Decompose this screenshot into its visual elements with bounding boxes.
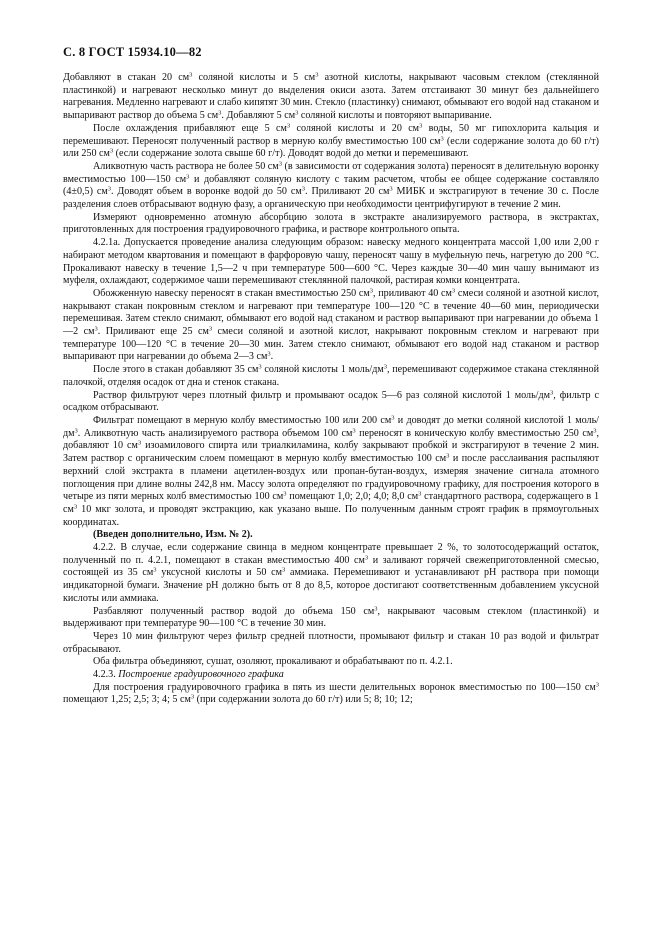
paragraph: Через 10 мин фильтруют через фильтр средней плотности, промывают фильтр и стакан 10 раз водой и фильтрат отбрасывают.: [63, 630, 599, 655]
section-heading: [63, 669, 599, 682]
paragraph: После этого в стакан добавляют 35 $см^3$ соляной кислоты 1 моль/$дм^3$, перемешивают содержимое стакана стеклянной палочкой, отделяя осадок от дна и стенок стакана.: [63, 363, 599, 388]
paragraph: После охлаждения прибавляют еще 5 $см^3$ соляной кислоты и 20 $см^3$ воды, 50 мг гипохлорита кальция и перемешивают. Переносят полученный раствор в мерную колбу вместимостью 100 $см^3$ (если содержание золота до 60 г/т) или 250 $см^3$ (если содержание золота свыше 60 г/т). Доводят водой до метки и перемешивают.: [63, 122, 600, 160]
paragraph: Раствор фильтруют через плотный фильтр и промывают осадок 5—6 раз соляной кислотой 1 моль/$дм^3$, фильтр с осадком отбрасывают.: [63, 389, 599, 414]
document-body: [63, 72, 599, 707]
amendment-note: (Введен дополнительно, Изм. № 2).: [93, 529, 253, 541]
paragraph: Разбавляют полученный раствор водой до объема 150 $см^3$, накрывают часовым стеклом (пластинкой) и выдерживают при температуре 90—100 °С в течение 30 мин.: [63, 605, 599, 630]
paragraph: Обожженную навеску переносят в стакан вместимостью 250 $см^3$, приливают 40 $см^3$ смеси соляной и азотной кислот, накрывают стакан покровным стеклом и нагревают при температуре 100—120 °С в течение 40—60 мин, периодически перемешивая. Затем стекло снимают, обмывают его водой над стаканом и раствор выпаривают при нагревании до объема 1—2 $см^3$. Приливают еще 25 $см^3$ смеси соляной и азотной кислот, накрывают покровным стеклом и нагревают при температуре 100—120 °С в течение 20—30 мин. Затем стекло снимают, обмывают его водой над стаканом и раствор выпаривают при нагревании до объема 2—3 $см^3$.: [63, 287, 600, 363]
paragraph: Измеряют одновременно атомную абсорбцию золота в экстракте анализируемого раствора, в экстрактах, приготовленных для построения градуировочного графика, и растворе контрольного опыта.: [63, 211, 599, 236]
paragraph: 4.2.1а. Допускается проведение анализа следующим образом: навеску медного концентрата массой 1,00 или 2,00 г набирают методом квартования и помещают в фарфоровую чашу, переносят чашу в муфельную печь, нагретую до 200 °С. Прокаливают навеску в течение 1,5—2 ч при температуре 500—600 °С. Через каждые 30—40 мин чашу вынимают из муфеля, охлаждают, содержимое чаши перемешивают стеклянной палочкой, растирая комки концентрата.: [63, 237, 599, 287]
section-number: 4.2.3.: [93, 669, 119, 681]
section-title: Построение градуировочного графика: [118, 669, 284, 681]
page-header: С. 8 ГОСТ 15934.10—82: [63, 45, 202, 59]
paragraph: Аликвотную часть раствора не более 50 $см^3$ (в зависимости от содержания золота) переносят в делительную воронку вместимостью 100—150 $см^3$ и добавляют соляную кислоту с таким расчетом, чтобы ее общее содержание составляло (4±0,5) $см^3$. Доводят объем в воронке водой до 50 $см^3$. Приливают 20 $см^3$ МИБК и экстрагируют в течение 30 с. После разделения слоев отбрасывают водную фазу, а органическую при необходимости центрифугируют в течение 2 мин.: [63, 160, 599, 211]
paragraph: 4.2.2. В случае, если содержание свинца в медном концентрате превышает 2 %, то золотосодержащий остаток, полученный по п. 4.2.1, помещают в стакан вместимостью 400 $см^3$ и заливают горячей свежеприготовленной смесью, состоящей из 35 $см^3$ уксусной кислоты и 50 $см^3$ аммиака. Перемешивают и устанавливают рН раствора при помощи индикаторной бумаги. Значение рН должно быть от 8 до 8,5, которое достигают соответственным добавлением уксусной кислоты или аммиака.: [63, 542, 599, 604]
paragraph: Оба фильтра объединяют, сушат, озоляют, прокаливают и обрабатывают по п. 4.2.1.: [93, 656, 453, 668]
paragraph: Добавляют в стакан 20 $см^3$ соляной кислоты и 5 $см^3$ азотной кислоты, накрывают часовым стеклом (стеклянной пластинкой) и нагревают несколько минут до выделения окиси азота. Затем отстаивают 30 минут без дальнейшего нагревания. Медленно нагревают и слабо кипятят 30 мин. Стекло (пластинку) снимают, обмывают его водой над стаканом и выпаривают раствор до объема 5 $см^3$. Добавляют 5 $см^3$ соляной кислоты и повторяют выпаривание.: [63, 71, 599, 122]
paragraph: Для построения градуировочного графика в пять из шести делительных воронок вместимостью по 100—150 $см^3$ помещают 1,25; 2,5; 3; 4; 5 $см^3$ (при содержании золота до 60 г/т) или 5; 8; 10; 12;: [63, 681, 599, 706]
paragraph: Фильтрат помещают в мерную колбу вместимостью 100 или 200 $см^3$ и доводят до метки соляной кислотой 1 моль/$дм^3$. Аликвотную часть анализируемого раствора объемом 100 $см^3$ переносят в коническую колбу вместимостью 250 $см^3$, добавляют 10 $см^3$ изоамилового спирта или триалкиламина, колбу закрывают пробкой и экстрагируют в течение 2 мин. Затем раствор с органическим слоем помещают в мерную колбу вместимостью 100 $см^3$ и после расслаивания распыляют верхний слой экстракта в пламени ацетилен-воздух или пропан-бутан-воздух, измеряя значение сигнала атомного поглощения при длине волны 242,8 нм. Массу золота определяют по градуировочному графику, для построения которого в четыре из пяти мерных колб вместимостью 100 $см^3$ помещают 1,0; 2,0; 4,0; 8,0 $см^3$ стандартного раствора, содержащего в 1 $см^3$ 10 мкг золота, и проводят экстракцию, как указано выше. По полученным данным строят график в прямоугольных координатах.: [63, 414, 599, 528]
